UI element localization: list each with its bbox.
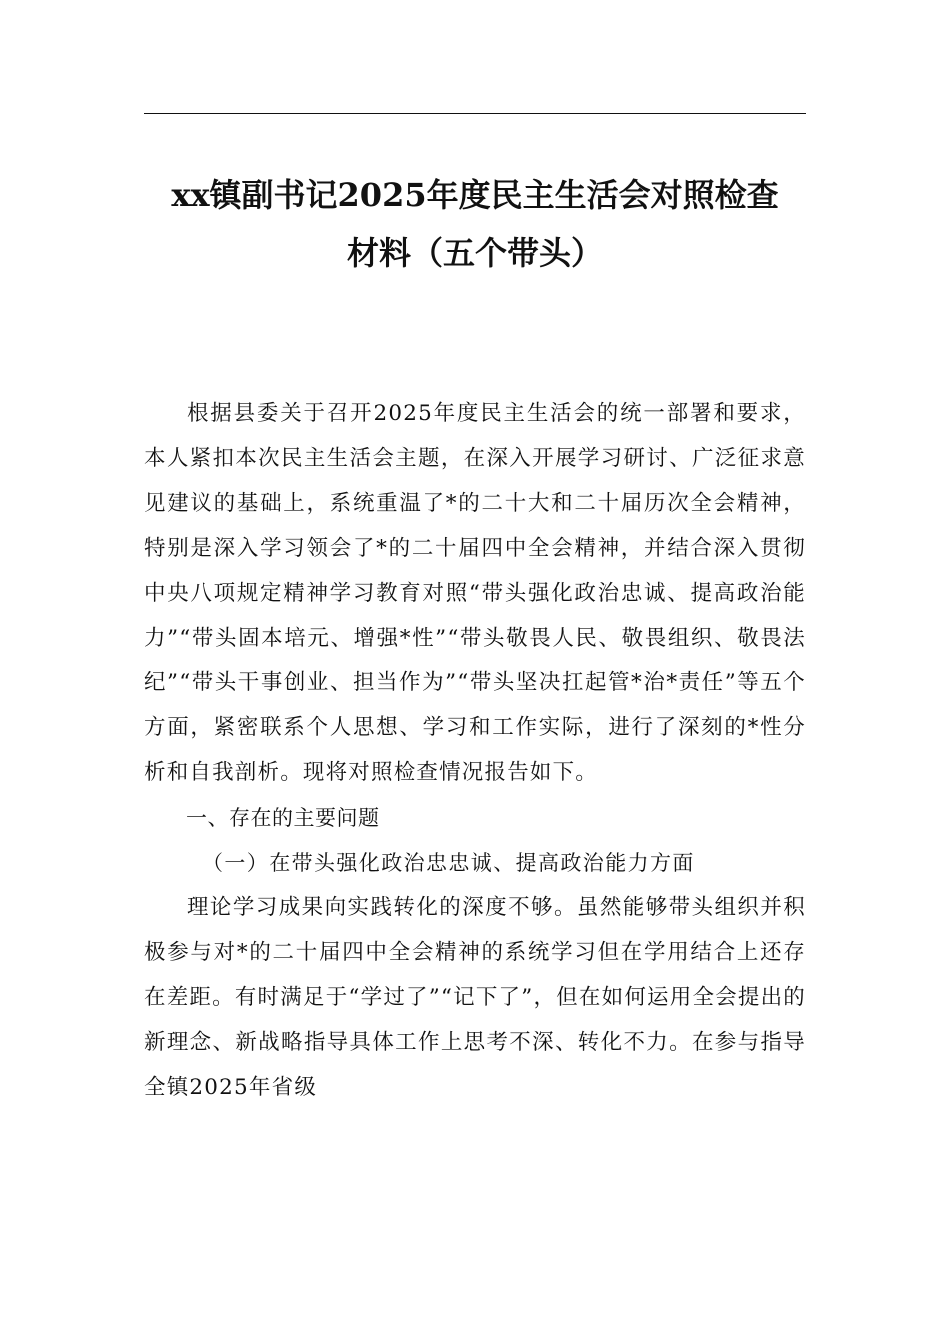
document-title-line-1: xx镇副书记2025年度民主生活会对照检查 xyxy=(171,176,779,214)
subsection-heading: （一）在带头强化政治忠忠诚、提高政治能力方面 xyxy=(202,851,695,876)
header-rule xyxy=(144,113,806,114)
intro-paragraph: 根据县委关于召开2025年度民主生活会的统一部署和要求，本人紧扣本次民主生活会主题，在深入开展学习研讨、广泛征求意见建议的基础上，系统重温了*的二十大和二十届历次全会精神，特别是深入学习领会了*的二十届四中全会精神，并结合深入贯彻中央八项规定精神学习教育对照“带头强化政治忠诚、提高政治能力”“带头固本培元、增强*性”“带头敬畏人民、敬畏组织、敬畏法纪”“带头干事创业、担当作为”“带头坚决扛起管*治*责任”等五个方面，紧密联系个人思想、学习和工作实际，进行了深刻的*性分析和自我剖析。现将对照检查情况报告如下。 xyxy=(144,401,806,786)
document-title xyxy=(144,166,806,282)
document-title-line-2: 材料（五个带头） xyxy=(346,234,603,272)
document-body xyxy=(144,392,806,1111)
section-paragraph: 理论学习成果向实践转化的深度不够。虽然能够带头组织并积极参与对*的二十届四中全会精神的系统学习但在学用结合上还存在差距。有时满足于“学过了”“记下了”，但在如何运用全会提出的新理念、新战略指导具体工作上思考不深、转化不力。在参与指导全镇2025年省级 xyxy=(144,895,806,1100)
section-heading: 一、存在的主要问题 xyxy=(186,806,380,831)
